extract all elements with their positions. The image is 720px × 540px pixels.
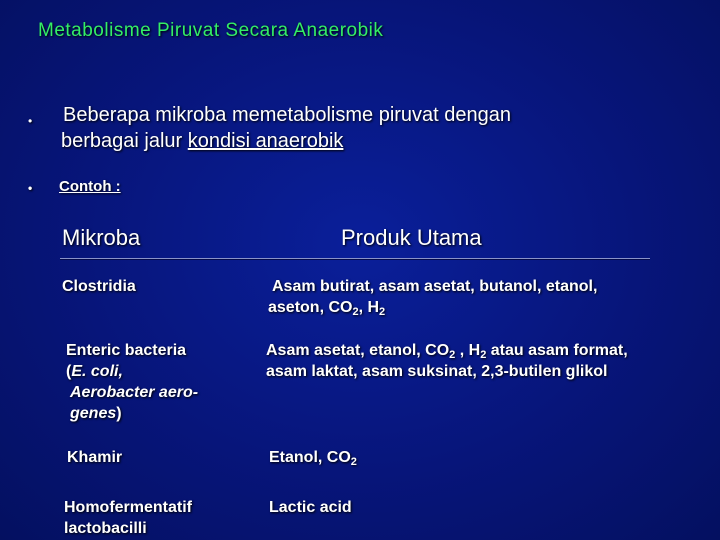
table-cell-product: Lactic acid: [269, 499, 352, 516]
slide-title: Metabolisme Piruvat Secara Anaerobik: [38, 20, 384, 41]
column-header-product: Produk Utama: [341, 225, 482, 250]
table-cell-microbe: Enteric bacteria (E. coli, Aerobacter aero- genes): [66, 342, 199, 422]
table-cell-product: Etanol, $CO_2$: [269, 449, 357, 468]
example-bullet: [28, 178, 121, 195]
main-bullet: [28, 102, 668, 154]
bullet-dot-icon: •: [28, 181, 33, 195]
column-header-microbe: Mikroba: [62, 225, 141, 250]
header-divider: [60, 258, 650, 260]
table-cell-microbe: Clostridia: [62, 278, 136, 295]
table-cell-product: Asam asetat, etanol, $CO_2$ , $H_2$ atau asam format, asam laktat, asam suksinat, 2,3-butilen glikol: [266, 342, 628, 380]
bullet-dot-icon: •: [28, 114, 33, 128]
table-cell-microbe: Khamir: [67, 449, 123, 466]
table-cell-product: Asam butirat, asam asetat, butanol, etanol, aseton, $CO_2$, $H_2$: [268, 278, 598, 318]
main-bullet-line2: berbagai jalur kondisi anaerobik: [61, 130, 344, 152]
underlined-phrase: kondisi anaerobik: [187, 130, 344, 152]
table-cell-microbe: Homofermentatif lactobacilli: [64, 499, 193, 537]
main-bullet-line1: Beberapa mikroba memetabolisme piruvat dengan: [63, 104, 512, 126]
example-label: Contoh :: [59, 178, 121, 195]
